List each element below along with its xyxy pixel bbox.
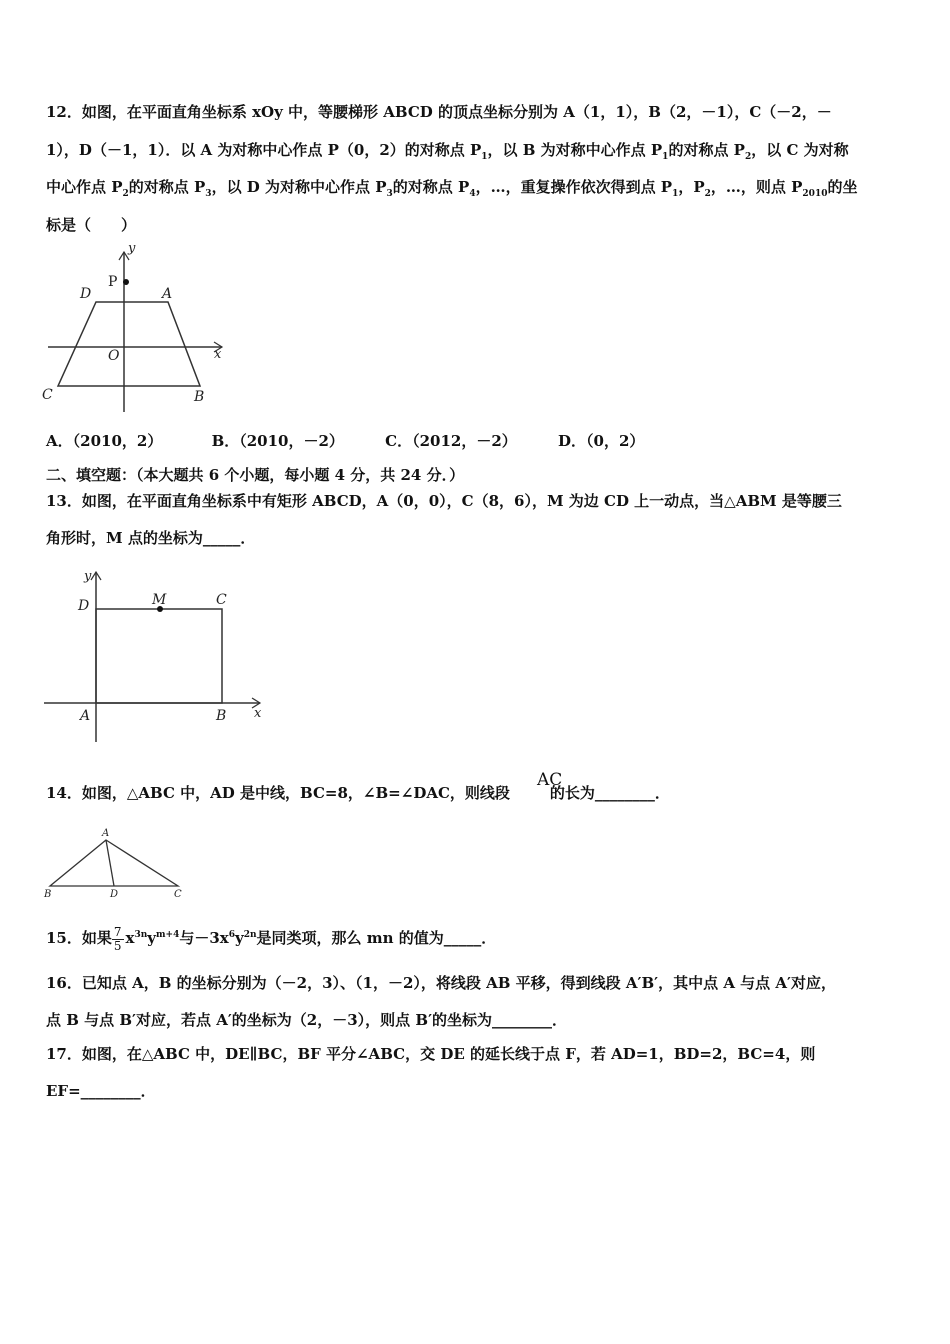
fig-label-a: A [162, 286, 173, 302]
subscript: 1 [672, 189, 679, 199]
fig-label-a: A [80, 708, 91, 724]
q15-text: 与－3x [179, 929, 229, 947]
q12-line-2 [46, 140, 849, 167]
subscript: 4 [469, 189, 476, 199]
q15-line [46, 920, 496, 953]
option-a[interactable]: A．（2010，2） [46, 432, 163, 450]
subscript: 3 [386, 189, 393, 199]
fig-label-d: D [80, 286, 92, 302]
option-b[interactable]: B．（2010，－2） [211, 432, 344, 450]
fig-label-y: y [84, 569, 92, 584]
fig-label-p: P [108, 274, 118, 290]
subscript: 3 [205, 189, 212, 199]
rectangle-abcd [96, 609, 222, 703]
numerator: 7 [113, 924, 122, 939]
q12-trapezoid-figure [40, 240, 230, 420]
fig-label-y: y [128, 241, 136, 256]
fig-label-d: D [78, 598, 90, 614]
q17-line-1: 17．如图，在△ABC 中，DE∥BC，BF 平分∠ABC，交 DE 的延长线于点 F，若 AD=1，BD=2，BC=4，则 [46, 1045, 816, 1063]
subscript: 1 [481, 152, 488, 162]
q12-text: 的对称点 P [128, 178, 206, 196]
q16-line-1: 16．已知点 A，B 的坐标分别为（－2，3）、（1，－2），将线段 AB 平移，得到线段 A′B′，其中点 A 与点 A′对应， [46, 974, 836, 992]
fig-label-d: D [110, 889, 119, 900]
q14-ac-label: AC [537, 770, 563, 790]
q16-line-2: 点 B 与点 B′对应，若点 A′的坐标为（2，－3），则点 B′的坐标为________． [46, 1011, 568, 1029]
fig-label-o: O [108, 348, 120, 364]
q15-text: 15．如果 [46, 929, 112, 947]
median-ad [106, 840, 114, 886]
fig-label-b: B [44, 889, 52, 900]
fraction-7-5 [112, 926, 124, 953]
q14-text: 14．如图，△ABC 中，AD 是中线，BC=8，∠B=∠DAC，则线段 [46, 784, 510, 802]
q12-text: ，…，则点 P [710, 178, 803, 196]
q12-line-3 [46, 177, 858, 204]
fig-label-b: B [194, 389, 205, 405]
exponent: m+4 [156, 930, 180, 940]
q12-text: 的坐 [827, 178, 858, 196]
fig-label-b: B [216, 708, 227, 724]
q12-text: 的对称点 P [668, 141, 745, 159]
section-2-heading: 二、填空题：（本大题共 6 个小题，每小题 4 分，共 24 分．） [46, 466, 465, 484]
q14-triangle-figure [40, 824, 190, 900]
q14-text: 的长为________． [549, 784, 670, 802]
q13-rectangle-figure [40, 562, 270, 748]
q12-options [46, 431, 674, 451]
q13-line-2: 角形时，M 点的坐标为_____． [46, 529, 256, 547]
denominator: 5 [113, 938, 122, 953]
subscript: 2 [122, 189, 129, 199]
q12-text: ，…，重复操作依次得到点 P [475, 178, 673, 196]
q12-line-1: 12．如图，在平面直角坐标系 xOy 中，等腰梯形 ABCD 的顶点坐标分别为 A（1，1），B（2，－1），C（－2，－ [46, 103, 832, 121]
q12-text: 的对称点 P [392, 178, 470, 196]
subscript: 2 [704, 189, 711, 199]
trapezoid-abcd [58, 302, 200, 386]
q14-line [46, 783, 670, 803]
triangle-abc [50, 840, 178, 886]
subscript: 1 [662, 152, 669, 162]
exponent: 3n [134, 930, 148, 940]
q13-line-1: 13．如图，在平面直角坐标系中有矩形 ABCD，A（0，0），C（8，6），M 为边 CD 上一动点，当△ABM 是等腰三 [46, 492, 842, 510]
exponent: 2n [243, 930, 257, 940]
q12-text: ，以 C 为对称 [751, 141, 849, 159]
point-p [123, 279, 129, 285]
q15-text: 是同类项，那么 mn 的值为_____． [256, 929, 497, 947]
subscript: 2 [744, 152, 752, 162]
fig-label-a: A [102, 828, 110, 839]
exponent: 6 [228, 930, 235, 940]
q12-text: ，以 D 为对称中心作点 P [211, 178, 387, 196]
option-d[interactable]: D．（0，2） [558, 432, 645, 450]
var-y: y [147, 929, 156, 947]
q12-text: 1），D（－1，1）．以 A 为对称中心作点 P（0，2）的对称点 P [46, 141, 482, 159]
option-c[interactable]: C．（2012，－2） [385, 432, 517, 450]
fig-label-m: M [152, 592, 167, 608]
q12-line-4: 标是（ ） [46, 216, 137, 234]
fig-label-c: C [174, 889, 182, 900]
fig-label-c: C [216, 592, 227, 608]
var-x: x [125, 929, 135, 947]
q12-text: 中心作点 P [46, 178, 123, 196]
q17-line-2: EF=________． [46, 1082, 156, 1100]
fig-label-x: x [254, 706, 262, 721]
fig-label-c: C [42, 387, 53, 403]
fig-label-x: x [214, 347, 222, 362]
q12-text: ，P [678, 178, 705, 196]
var-y: y [234, 929, 244, 947]
q12-text: ，以 B 为对称中心作点 P [487, 141, 663, 159]
subscript: 2010 [802, 189, 828, 199]
